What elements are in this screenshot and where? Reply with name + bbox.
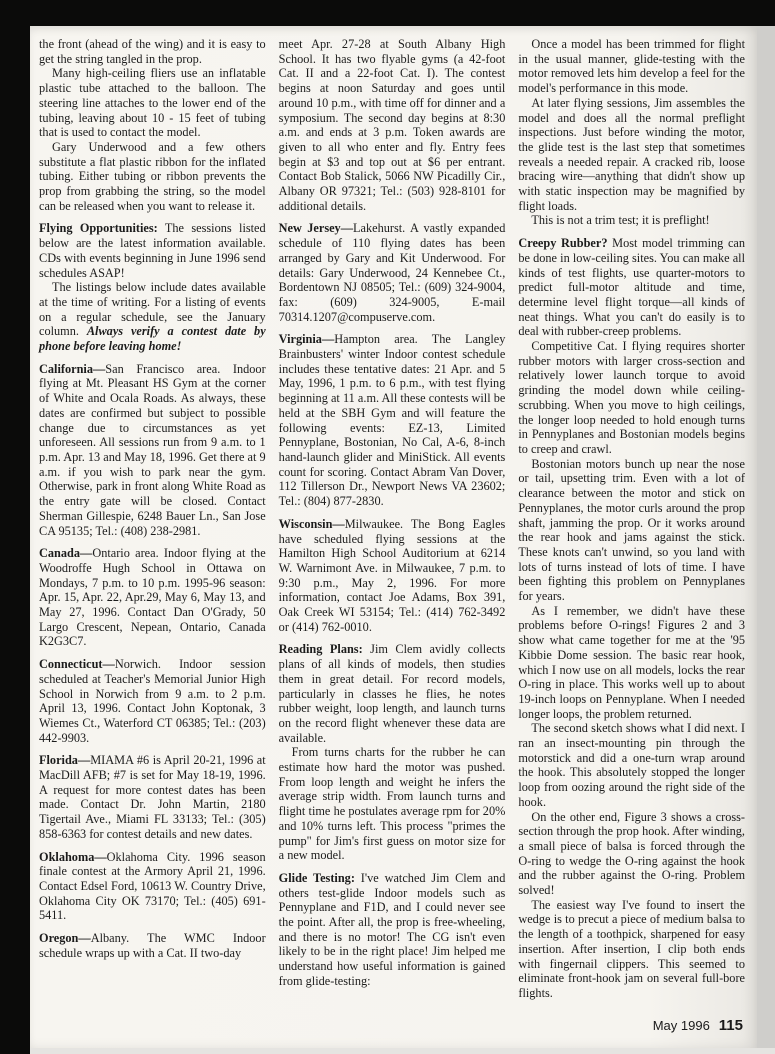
text-run: At later flying sessions, Jim assembles the model and does all the normal preflight inspections. Just before winding the motor, the glide test is the last step that sometimes reveals a needed repair. A cracked rib, loose bracing wire—anything that didn't show up with static inspection may be magnified by flight loads. xyxy=(518,95,746,213)
text-run: Jim Clem avidly collects plans of all kinds of models, then studies them in great detail. For record models, particularly in classes he flies, he notes rubber weight, loop length, and launch turns on the record flight whenever these data are available. xyxy=(278,642,506,745)
text-run: The easiest way I've found to insert the wedge is to precut a piece of medium balsa to the length of a toothpick, sharpened for easy insertion. After insertion, I clip both ends with fingernail clippers. This seemed to eliminate front-hook jam on several full-bore flights. xyxy=(518,897,746,1000)
text-run: Canada— xyxy=(39,546,93,561)
paragraph xyxy=(39,280,266,354)
paragraph xyxy=(518,236,745,339)
text-run: Once a model has been trimmed for flight in the usual manner, glide-testing with the motor removed lets him develop a feel for the model's performance in this mode. xyxy=(518,37,746,96)
text-run: Creepy Rubber? xyxy=(518,236,608,251)
text-run: Oklahoma City. 1996 season finale contest at the Armory April 21, 1996. Contact Edsel Ford, 10613 W. Country Drive, Oklahoma City OK 73170; Tel.: (405) 691-5411. xyxy=(39,849,266,923)
text-run: Glide Testing: xyxy=(278,870,355,885)
paragraph xyxy=(279,332,506,508)
text-run: Oregon— xyxy=(39,931,91,946)
text-run: Always verify a contest date by phone before leaving home! xyxy=(39,324,266,354)
text-run: Reading Plans: xyxy=(278,642,363,657)
text-run: Hampton area. The Langley Brainbusters' winter Indoor contest schedule includes these tentative dates: 21 Apr. and 5 May, 1996, 1 p.m. to 6 p.m., with test flying beginning at 11 a.m. All these contests will be held at the SBH Gym and will feature the following events: EZ-13, Limited Pennyplane, Bostonian, No Cal, A-6, 8-inch hand-launch glider and MiniStick. All events count for scoring. Contact Abram Van Dover, 112 Tillerson Dr., Newport News VA 23602; Tel.: (804) 877-2830. xyxy=(278,332,506,509)
paragraph xyxy=(39,657,266,745)
paragraph xyxy=(279,642,506,745)
page-footer xyxy=(653,1017,743,1034)
text-run: Ontario area. Indoor flying at the Woodroffe Hugh School in Ottawa on Mondays, 7 p.m. to 10 p.m. 1995-96 season: Apr. 15, Apr. 22, Apr.29, May 6, May 13, and May 27, 1996. Contact Dan O'Grady, 50 Largo Crescent, Nepean, Ontario, Canada K2G3C7. xyxy=(39,546,266,649)
text-run: meet Apr. 27-28 at South Albany High School. It has two flyable gyms (a 42-foot Cat. II and a 22-foot Cat. I). The contest begins at noon Saturday and goes until around 10 p.m., with time off for dinner and a symposium. The second day begins at 8:30 a.m. and ends at 3 p.m. Token awards are given to all who enter and fly. Entry fees begin at $3 and top out at $6 per entrant. Contact Bob Stalick, 5066 NW Picadilly Cir., Albany OR 97321; Tel.: (503) 928-8101 for additional details. xyxy=(278,37,506,213)
paragraph xyxy=(39,362,266,538)
paragraph xyxy=(518,339,745,457)
text-run: Norwich. Indoor session scheduled at Teacher's Memorial Junior High School in Norwich from 9 a.m. to 2 p.m. April 13, 1996. Contact John Koptonak, 3 Wiemes Ct., Waterford CT 06385; Tel.: (203) 442-9903. xyxy=(39,657,266,745)
text-run: Competitive Cat. I flying requires shorter rubber motors with larger cross-section and relatively lower launch torque to avoid grinding the model down while ceiling-scrubbing. When you move to high ceilings, the longer loop needed to hold enough turns in Pennyplanes and Bostonian models begins to creep and crawl. xyxy=(518,339,746,456)
paragraph xyxy=(518,96,745,214)
text-run: San Francisco area. Indoor flying at Mt. Pleasant HS Gym at the corner of White and Ocala Roads. As always, these dates are confirmed but subject to possible change due to circumstances as yet unforeseen. All sessions run from 9 a.m. to 1 p.m. Apr. 13 and May 18, 1996. Get there at 9 a.m. if you wish to park near the gym. Otherwise, park in front along White Road as the entry gate will be closed. Contact Sherman Gillespie, 6248 Bauer Ln., San Jose CA 95135; Tel.: (408) 238-2981. xyxy=(39,361,266,538)
scan-left-edge xyxy=(0,0,30,1054)
paragraph xyxy=(39,931,266,960)
magazine-page xyxy=(30,26,757,1048)
text-run: New Jersey— xyxy=(278,221,354,236)
text-run: Virginia— xyxy=(278,332,335,347)
text-run: This is not a trim test; it is preflight! xyxy=(531,213,710,228)
columns xyxy=(30,26,757,1012)
scan-right-edge xyxy=(757,0,775,1054)
text-run: Florida— xyxy=(39,753,91,768)
text-run: As I remember, we didn't have these problems before O-rings! Figures 2 and 3 show what came together for me at the '95 Kibbie Dome session. The basic rear hook, which I now use on all models, locks the rear O-ring in place. This works well up to about 19-inch loops on Pennyplane. When I needed longer loops, the problem returned. xyxy=(518,603,746,721)
paragraph xyxy=(518,604,745,722)
text-run: Many high-ceiling fliers use an inflatable plastic tube attached to the balloon. The steering line attaches to the lower end of the tubing, leaving about 10 - 15 feet of tubing that is used to contact the model. xyxy=(39,66,266,140)
paragraph xyxy=(39,546,266,649)
text-run: I've watched Jim Clem and others test-glide Indoor models such as Pennyplane and F1D, and I could never see the point. After all, the prop is free-wheeling, and there is no motor! The CG isn't even likely to be in the right place! Jim helped me understand how useful information is gained from glide-testing: xyxy=(278,870,506,988)
paragraph xyxy=(279,745,506,863)
text-run: Milwaukee. The Bong Eagles have scheduled flying sessions at the Hamilton High School Auditorium at 6214 W. Warnimont Ave. in Milwaukee, 7 p.m. to 9:30 p.m., May 2, 1996. For more information, contact Joe Adams, Box 391, Oak Creek WI 53154; Tel.: (414) 762-3492 or (414) 762-0010. xyxy=(278,516,506,634)
text-run: The second sketch shows what I did next. I ran an insect-mounting pin through the motorstick and did a one-turn wrap around the hook. This absolutely stopped the longer loop from oozing around the right side of the hook. xyxy=(518,721,746,809)
column-3 xyxy=(518,37,745,1012)
text-run: the front (ahead of the wing) and it is easy to get the string tangled in the prop. xyxy=(39,37,266,66)
paragraph xyxy=(279,871,506,989)
text-run: Albany. The WMC Indoor schedule wraps up with a Cat. II two-day xyxy=(39,931,266,960)
text-run: Most model trimming can be done in low-ceiling sites. You can make all kinds of test flights, use quarter-motors to predict full-motor altitude and time, determine level flight torque—all kinds of neat things. What you can't do easily is to deal with rubber-creep problems. xyxy=(518,236,746,339)
text-run: From turns charts for the rubber he can estimate how hard the motor was pushed. From loop length and weight he infers the average strip width. From launch turns and flight time he postulates average rpm for 20% and 10% turns left. This process "primes the pump" for Jim's first guess on motor size for a new model. xyxy=(278,745,506,863)
text-run: Oklahoma— xyxy=(39,849,107,864)
paragraph xyxy=(39,221,266,280)
paragraph xyxy=(39,753,266,841)
paragraph xyxy=(39,140,266,214)
paragraph xyxy=(518,457,745,604)
paragraph xyxy=(279,517,506,635)
footer-page-number: 115 xyxy=(718,1017,743,1034)
scan-bottom-edge xyxy=(30,1048,775,1054)
text-run: The listings below include dates available at the time of writing. For a listing of events on a regular schedule, see the January column. xyxy=(39,280,266,339)
text-run: On the other end, Figure 3 shows a cross-section through the prop hook. After winding, a small piece of balsa is forced through the O-ring to wedge the O-ring against the hook and the rubber against the O-ring. Problem solved! xyxy=(518,809,746,898)
paragraph xyxy=(518,810,745,898)
text-run: The sessions listed below are the latest information available. CDs with events beginning in June 1996 send schedules ASAP! xyxy=(39,221,266,280)
text-run: Flying Opportunities: xyxy=(39,221,158,236)
text-run: Wisconsin— xyxy=(278,516,345,531)
column-2 xyxy=(279,37,506,1012)
paragraph xyxy=(279,221,506,324)
text-run: California— xyxy=(39,361,106,376)
footer-issue-date: May 1996 xyxy=(652,1018,710,1033)
paragraph xyxy=(518,721,745,809)
text-run: Lakehurst. A vastly expanded schedule of 110 flying dates has been arranged by Gary and Kit Underwood. For details: Gary Underwood, 24 Kennebee Ct., Bordentown NJ 08505; Tel.: (609) 324-9004, fax: (609) 324-9005, E-mail 70314.1207@compuserve.com. xyxy=(278,221,506,324)
text-run: Gary Underwood and a few others substitute a flat plastic ribbon for the inflated tubing. Either tubing or ribbon prevents the prop from grabbing the string, so the model can be released when you want to release it. xyxy=(39,139,266,213)
paragraph xyxy=(39,37,266,66)
paragraph xyxy=(518,37,745,96)
paragraph xyxy=(518,213,745,228)
paragraph xyxy=(518,898,745,1001)
text-run: MIAMA #6 is April 20-21, 1996 at MacDill AFB; #7 is set for May 18-19, 1996. A request for more contest dates has been made. Contact Dr. John Martin, 2180 Tigertail Ave., Miami FL 33133; Tel.: (305) 858-6363 for contest details and new dates. xyxy=(39,753,266,841)
text-run: Bostonian motors bunch up near the nose or tail, upsetting trim. Even with a lot of clearance between the motor and stick on Pennyplanes, the motor curls around the prop shaft, jamming the prop. Or it works around the rear hook and jams against the stick. These knots can't unwind, so you land with lots of turns instead of lots of time. I have been fighting this problem on Pennyplanes for years. xyxy=(518,456,746,604)
paragraph xyxy=(39,850,266,924)
scan-top-edge xyxy=(0,0,775,26)
paragraph xyxy=(279,37,506,213)
paragraph xyxy=(39,66,266,140)
text-run: Connecticut— xyxy=(39,657,115,672)
column-1 xyxy=(39,37,266,1012)
